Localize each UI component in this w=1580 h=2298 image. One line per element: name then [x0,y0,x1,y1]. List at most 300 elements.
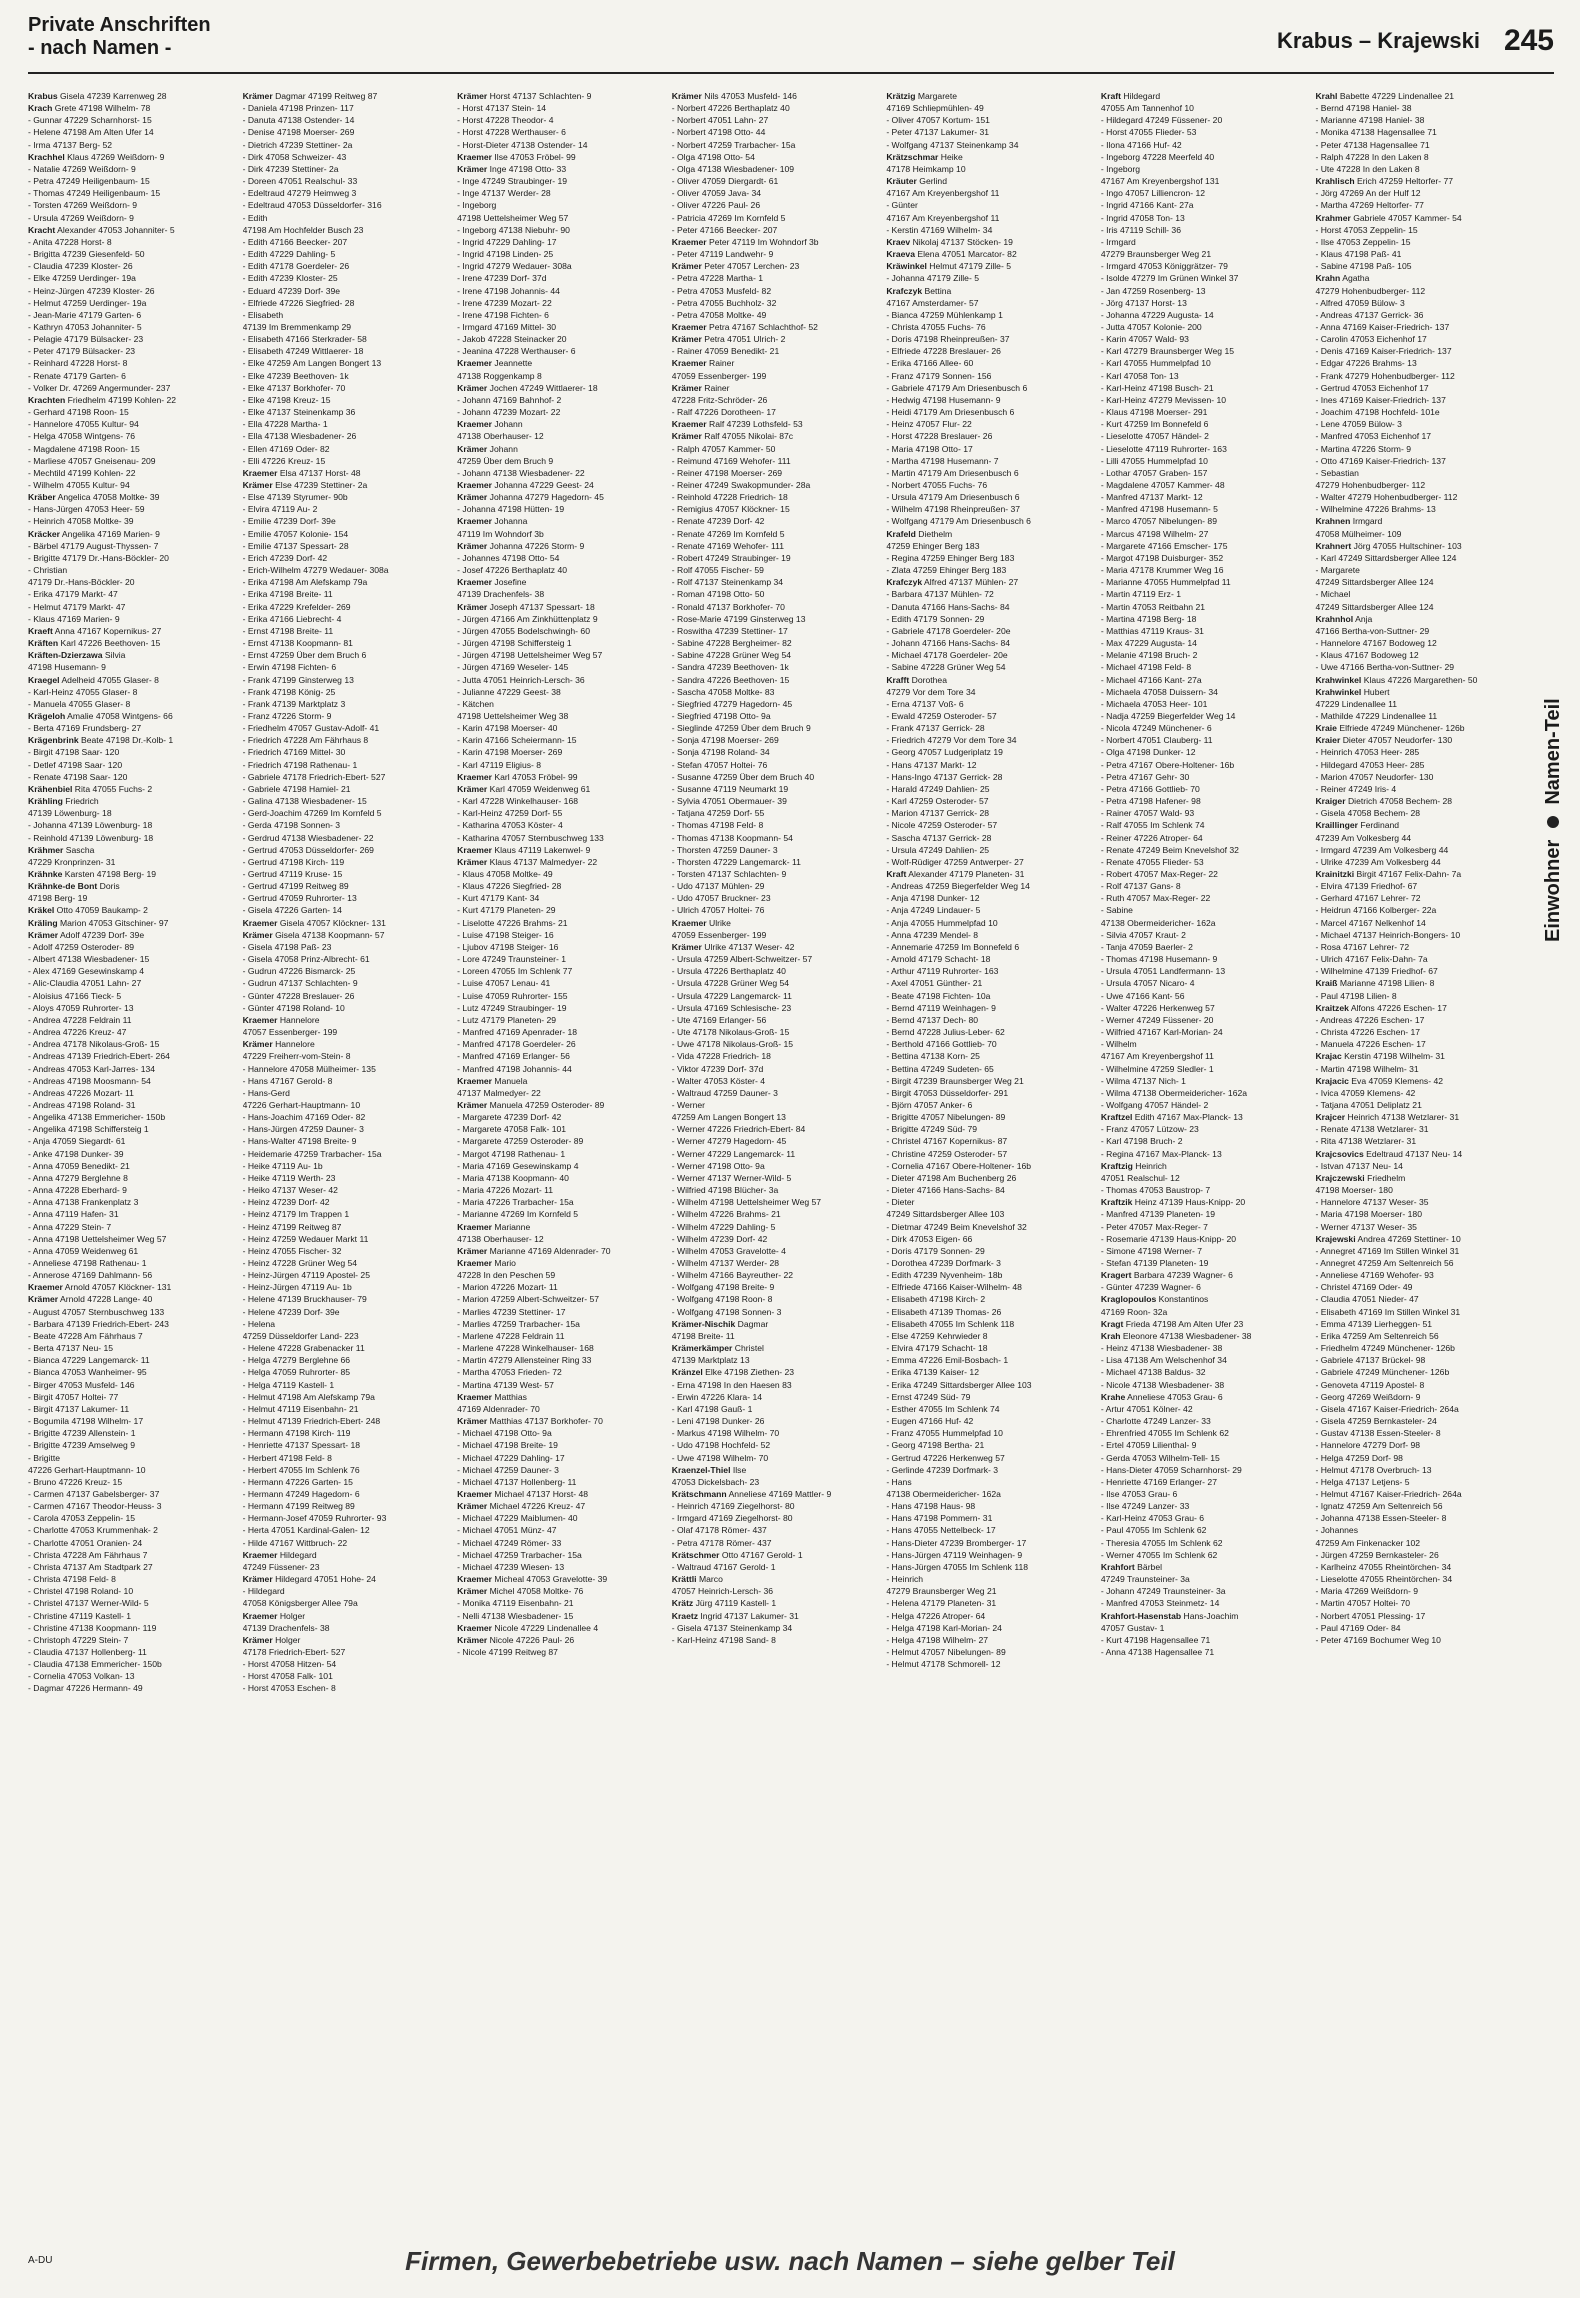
directory-entry [886,1196,1089,1208]
directory-entry [457,479,660,491]
entry-details: Petra 47051 Ulrich- 2 [701,334,786,345]
directory-entry [28,382,231,394]
entry-details: - Oliver 47059 Java- 34 [671,188,762,199]
directory-entry [1101,1512,1304,1524]
entry-details: - Klaus 47198 Moerser- 291 [1100,407,1208,418]
entry-details: - Wilhelmine 47259 Sledler- 1 [1100,1063,1214,1074]
directory-entry [1315,321,1518,333]
surname: Krätschmer [671,1549,720,1560]
directory-entry [243,1646,446,1658]
entry-details: - Wilma 47138 Obermeidericher- 162a [1100,1087,1248,1098]
entry-details: - Dorothea 47239 Dorfmark- 3 [886,1258,1001,1268]
entry-details: 47167 Am Kreyenbergshof 131 [1100,176,1220,187]
entry-details: - Nicole 47199 Reitweg 87 [457,1647,558,1657]
entry-details: - Denise 47198 Moerser- 269 [242,127,355,138]
entry-details: - Bettina 47138 Korn- 25 [886,1051,980,1062]
directory-entry [457,637,660,649]
entry-details: - Bianca 47259 Mühlenkamp 1 [886,309,1003,320]
directory-entry [672,1439,875,1451]
entry-details: - Jutta 47057 Kolonie- 200 [1100,321,1202,332]
directory-entry [28,965,231,977]
directory-entry [1101,1488,1304,1500]
entry-details: - Berthold 47166 Gottlieb- 70 [886,1039,997,1050]
directory-entry [1315,588,1518,600]
directory-entry [243,175,446,187]
entry-details: Elfriede 47249 Münchener- 126b [1336,723,1465,734]
entry-details: Erich 47259 Heltorfer- 77 [1354,176,1454,187]
directory-entry [1315,370,1518,382]
entry-details: - Peter 47166 Beecker- 207 [671,224,778,235]
directory-entry [672,1233,875,1245]
entry-details: - Wilhelm 47229 Dahling- 5 [671,1221,776,1232]
entry-details: - Helga 47198 Wilhelm- 27 [886,1634,989,1645]
side-tab-dot [1547,816,1559,828]
entry-details: - Olga 47198 Dunker- 12 [1100,747,1196,758]
side-tab-label2: Namen-Teil [1542,698,1564,805]
directory-entry [28,272,231,284]
directory-entry [886,1610,1089,1622]
directory-entry [1101,868,1304,880]
entry-details: - Claudia 47138 Emmericher- 150b [28,1659,162,1670]
directory-entry [672,1002,875,1014]
entry-details: - Martin 47119 Erz- 1 [1100,589,1181,600]
directory-entry [1315,1415,1518,1427]
surname: Krahfort-Hasenstab [1100,1610,1182,1621]
entry-details: - Emma 47226 Emil-Bosbach- 1 [886,1355,1009,1366]
directory-entry [886,674,1089,686]
surname: Krämer [671,91,702,101]
directory-entry [243,698,446,710]
entry-details: Nikolaj 47137 Stöcken- 19 [910,236,1013,247]
directory-entry [1315,1245,1518,1257]
surname: Kraft [1100,91,1121,101]
directory-entry [1315,1269,1518,1281]
entry-details: - Michael 47137 Heinrich-Bongers- 10 [1315,929,1461,940]
directory-entry [672,601,875,613]
entry-details: 47169 Roon- 32a [1100,1306,1168,1317]
directory-entry [886,1476,1089,1488]
directory-entry [457,382,660,394]
directory-entry [886,260,1089,272]
directory-entry [1101,576,1304,588]
directory-entry [243,139,446,151]
directory-entry [1101,1002,1304,1014]
directory-entry [1315,540,1518,552]
directory-entry [1315,455,1518,467]
entry-details: 47259 Am Finkenacker 102 [1315,1537,1421,1548]
entry-details: Elena 47051 Marcator- 82 [914,249,1017,260]
surname: Krämer [671,261,702,272]
directory-entry [243,746,446,758]
directory-entry [886,1537,1089,1549]
entry-details: - Andrea 47226 Kreuz- 47 [28,1027,127,1038]
directory-entry [886,977,1089,989]
directory-entry [1315,710,1518,722]
entry-details: Eva 47059 Klemens- 42 [1348,1075,1444,1086]
entry-details: - Karl 47279 Braunsberger Weg 15 [1100,346,1235,357]
directory-entry [28,1233,231,1245]
directory-entry [457,406,660,418]
entry-details: - Bettina 47249 Sudeten- 65 [886,1063,994,1074]
directory-entry [1315,272,1518,284]
directory-entry [1101,941,1304,953]
entry-details: - Maria 47269 Weißdorn- 9 [1315,1586,1419,1597]
directory-entry [1315,965,1518,977]
directory-entry [457,1342,660,1354]
entry-details: - Brigitte [28,1452,60,1463]
entry-details: - Charlotte 47053 Krummenhak- 2 [28,1525,158,1536]
entry-details: - Karl 47055 Hummelpfad 10 [1100,358,1211,369]
entry-details: Frieda 47198 Am Alten Ufer 23 [1123,1318,1244,1329]
surname: Kraemer [242,917,278,928]
directory-entry [243,601,446,613]
entry-details: - Magdalene 47198 Roon- 15 [28,443,140,454]
entry-details: Jochen 47249 Wittlaerer- 18 [487,382,598,393]
directory-entry [1315,297,1518,309]
entry-details: Jürg 47119 Kastell- 1 [693,1598,777,1609]
entry-details: Friedhelm 47199 Kohlen- 22 [65,394,177,405]
directory-entry [457,661,660,673]
directory-column [886,90,1089,2152]
directory-entry [886,370,1089,382]
entry-details: Ulrike [706,917,731,928]
directory-entry [886,1075,1089,1087]
entry-details: - Bernd 47228 Julius-Leber- 62 [886,1027,1005,1038]
directory-entry [457,1002,660,1014]
entry-details: - Sabine 47228 Grüner Weg 54 [886,662,1006,673]
entry-details: Holger [272,1634,301,1645]
entry-details: - Michael 47138 Baldus- 32 [1100,1367,1206,1378]
entry-details: - Heinrich 47058 Moltke- 39 [28,516,134,527]
surname: Kraemer [457,151,493,162]
directory-entry [28,139,231,151]
entry-details: - Wolfgang 47198 Roon- 8 [671,1294,773,1305]
entry-details: - Michael [1315,589,1351,600]
entry-details: Hubert [1361,686,1390,697]
entry-details: - Anja 47198 Dunker- 12 [886,893,980,904]
directory-entry [1315,1087,1518,1099]
entry-details: - Sascha 47058 Moltke- 83 [671,686,775,697]
entry-details: - Ingeborg [457,200,497,211]
directory-entry [886,722,1089,734]
entry-details: - Renate 47055 Flieder- 53 [1100,856,1204,867]
directory-entry [1315,868,1518,880]
directory-entry [1101,418,1304,430]
entry-details: - Brigitte 47239 Amselweg 9 [28,1440,136,1451]
directory-entry [1101,1026,1304,1038]
directory-entry [243,1281,446,1293]
directory-entry [886,1403,1089,1415]
directory-entry [886,1257,1089,1269]
directory-entry [1315,1135,1518,1147]
directory-entry [1315,1196,1518,1208]
entry-details: - Wilhelmine 47226 Brahms- 13 [1315,504,1436,515]
directory-entry [457,807,660,819]
section-title-line2: - nach Namen - [28,37,172,59]
directory-entry [457,345,660,357]
directory-entry [886,661,1089,673]
entry-details: 47228 In den Peschen 59 [457,1270,556,1281]
directory-entry [886,1245,1089,1257]
directory-entry [457,795,660,807]
entry-details: - Albert 47138 Wiesbadener- 15 [28,954,150,965]
directory-entry [28,759,231,771]
surname: Krämer [242,1039,273,1050]
directory-entry [457,601,660,613]
entry-details: - Erika 47166 Allee- 60 [886,358,974,369]
entry-details: - Doreen 47051 Realschul- 33 [242,176,358,187]
entry-details: - Rose-Marie 47199 Ginsterweg 13 [671,613,806,624]
entry-details: - Michael 47229 Dahling- 17 [457,1452,565,1463]
entry-details: Sascha [63,844,95,855]
directory-entry [243,1123,446,1135]
directory-entry [886,90,1089,102]
directory-entry [886,443,1089,455]
entry-details: - Reinhard 47228 Horst- 8 [28,358,128,369]
entry-details: - Ingeborg 47228 Meerfeld 40 [1100,151,1215,162]
entry-details: - Matthias 47119 Kraus- 31 [1100,625,1204,636]
directory-entry [886,1597,1089,1609]
directory-entry [886,1233,1089,1245]
entry-details: - Michael 47166 Kant- 27a [1100,674,1202,685]
directory-entry [28,1549,231,1561]
directory-entry [28,187,231,199]
entry-details: - Martina 47226 Storm- 9 [1315,443,1411,454]
entry-details: - Gisela 47259 Bernkasteler- 24 [1315,1416,1437,1427]
directory-entry [457,272,660,284]
entry-details: Dieter 47057 Neudorfer- 130 [1340,735,1453,746]
entry-details: - Gabriele 47178 Friedrich-Ebert- 527 [242,771,386,782]
directory-entry [1315,807,1518,819]
directory-entry [457,151,660,163]
entry-details: - Regina 47259 Ehinger Berg 183 [886,552,1015,563]
directory-entry [886,515,1089,527]
entry-details: - Erwin 47226 Klara- 14 [671,1391,763,1402]
entry-details: - Gerd-Joachim 47269 Im Kornfeld 5 [242,808,382,819]
directory-entry [1101,285,1304,297]
directory-entry [1101,163,1304,175]
directory-entry [243,1379,446,1391]
entry-details: 47249 Sittardsberger Allee 124 [1315,577,1434,588]
directory-entry [243,552,446,564]
surname: Kraftzik [1100,1197,1133,1208]
directory-entry [28,734,231,746]
directory-entry [1101,832,1304,844]
directory-entry [457,771,660,783]
directory-entry [28,1184,231,1196]
directory-entry [457,917,660,929]
entry-details: - Emilie 47137 Spessart- 28 [242,540,349,551]
directory-entry [457,1099,660,1111]
entry-details: - Johann 47138 Wiesbadener- 22 [457,467,585,478]
entry-details: - Ursula 47259 Albert-Schweitzer- 57 [671,954,813,965]
entry-details: - Gerda 47053 Wilhelm-Tell- 15 [1100,1452,1220,1463]
entry-details: - Ute 47228 In den Laken 8 [1315,163,1420,174]
entry-details: - Ingeborg [1100,163,1141,174]
entry-details: - Elke 47259 Uerdinger- 19a [28,273,136,284]
entry-details: - Johann 47166 Hans-Sachs- 84 [886,638,1011,649]
entry-details: - Heinz 47055 Fischer- 32 [242,1245,342,1256]
entry-details: - Erika 47249 Sittardsberger Allee 103 [886,1379,1032,1390]
directory-entry [672,1269,875,1281]
directory-entry [1101,382,1304,394]
entry-details: - Peter 47179 Bülsacker- 23 [28,346,136,357]
directory-entry [243,236,446,248]
directory-entry [1101,1257,1304,1269]
directory-entry [1315,819,1518,831]
directory-entry [886,613,1089,625]
directory-entry [28,1050,231,1062]
entry-details: - Elke 47259 Am Langen Bongert 13 [242,358,382,369]
directory-entry [28,212,231,224]
entry-details: - Carmen 47137 Gabelsberger- 37 [28,1488,160,1499]
entry-details: Johanna [492,516,528,527]
directory-entry [457,1464,660,1476]
entry-details: - Elisabeth 47139 Thomas- 26 [886,1306,1002,1317]
directory-entry [243,1366,446,1378]
directory-entry [1315,832,1518,844]
directory-entry [28,929,231,941]
directory-entry [672,1524,875,1536]
entry-details: - Gabriele 47249 Münchener- 126b [1315,1367,1450,1378]
directory-entry [672,1014,875,1026]
directory-entry [1101,479,1304,491]
surname: Kraemer [457,1622,493,1633]
entry-details: - Georg 47269 Weißdorn- 9 [1315,1391,1421,1402]
surname: Kraenzel-Thiel [671,1464,731,1475]
entry-details: - Christoph 47229 Stein- 7 [28,1634,129,1645]
entry-details: - Maria 47198 Moerser- 180 [1315,1209,1422,1220]
directory-entry [457,1075,660,1087]
entry-details: 47239 Am Volkesberg 44 [1315,832,1412,843]
directory-entry [457,126,660,138]
directory-entry [672,990,875,1002]
surname: Krämer [457,1586,488,1597]
directory-entry [28,357,231,369]
directory-entry [886,1622,1089,1634]
surname: Krajacic [1315,1075,1349,1086]
entry-details: - Marion 47137 Gerrick- 28 [886,808,990,819]
surname: Krämer [457,1245,488,1256]
directory-entry [28,819,231,831]
entry-details: - Silvia 47057 Kraut- 2 [1100,929,1186,940]
surname: Kraemer [457,577,493,588]
entry-details: - Karl-Heinz 47055 Glaser- 8 [28,686,138,697]
entry-details: - Karin 47198 Moerser- 40 [457,723,558,734]
directory-entry [243,1075,446,1087]
directory-entry [28,163,231,175]
directory-entry [28,588,231,600]
directory-entry [243,285,446,297]
directory-entry [886,333,1089,345]
entry-details: - Petra 47167 Gehr- 30 [1100,771,1190,782]
entry-details: - Inge 47249 Straubinger- 19 [457,176,568,187]
entry-details: Andrea 47269 Stettiner- 10 [1355,1233,1461,1244]
entry-details: - Theresia 47055 Im Schlenk 62 [1100,1537,1223,1548]
entry-details: - Wilhelm 47166 Bayreuther- 22 [671,1270,794,1281]
directory-entry [1101,1342,1304,1354]
directory-entry [28,1111,231,1123]
entry-details: - Michael 47259 Dauner- 3 [457,1464,559,1475]
entry-details: - Günter [886,200,918,211]
entry-details: Johann [487,443,518,454]
directory-entry [1315,1184,1518,1196]
directory-entry [243,1561,446,1573]
directory-entry [672,941,875,953]
entry-details: Anja [1353,613,1373,624]
entry-details: Holger [277,1610,306,1621]
directory-entry [886,394,1089,406]
entry-details: - Anna 47239 Mendel- 8 [886,929,979,940]
surname: Krämer [242,480,273,490]
entry-details: - Renate 47138 Wetzlarer- 31 [1315,1124,1429,1135]
directory-entry [1101,1476,1304,1488]
directory-entry [457,1184,660,1196]
surname: Kraemer [457,516,493,527]
entry-details: - Elvira 47179 Schacht- 18 [886,1343,988,1354]
directory-entry [28,260,231,272]
entry-details: - Andreas 47198 Roland- 31 [28,1099,136,1110]
entry-details: - Michaela 47053 Heer- 101 [1100,698,1208,709]
entry-details: - Claudia 47137 Hollenberg- 11 [28,1647,147,1657]
entry-details: - Karl 47058 Ton- 13 [1100,370,1179,381]
directory-entry [243,1148,446,1160]
entry-details: - Irene 47239 Mozart- 22 [457,297,552,308]
entry-details: - Helmut 47178 Schmorell- 12 [886,1659,1001,1670]
entry-details: - Hilde 47167 Wittbruch- 22 [242,1537,348,1548]
surname: Krachhel [28,151,65,162]
entry-details: Johanna 47279 Hagedorn- 45 [487,492,604,503]
entry-details: - Torsten 47137 Schlachten- 9 [671,869,787,879]
entry-details: - Anja 47055 Hummelpfad 10 [886,917,998,928]
directory-entry [243,1622,446,1634]
entry-details: Michel 47058 Moltke- 76 [487,1586,584,1597]
directory-entry [28,236,231,248]
directory-entry [457,455,660,467]
directory-entry [886,625,1089,637]
directory-entry [672,917,875,929]
entry-details: - Gudrun 47226 Bismarck- 25 [242,966,356,977]
directory-entry [672,1257,875,1269]
directory-entry [886,832,1089,844]
directory-entry [1101,297,1304,309]
surname: Kränzel [671,1367,703,1378]
entry-details: - Christine 47119 Kastell- 1 [28,1610,132,1621]
directory-entry [457,1293,660,1305]
entry-details: Dagmar 47199 Reitweg 87 [272,91,378,101]
directory-entry [28,1585,231,1597]
entry-details: - Uwe 47166 Kant- 56 [1100,990,1185,1001]
entry-details: 47249 Sittardsberger Allee 103 [886,1209,1005,1220]
surname: Krajac [1315,1051,1342,1062]
directory-entry [1315,248,1518,260]
directory-entry [1101,1634,1304,1646]
directory-entry [1101,637,1304,649]
directory-entry [28,151,231,163]
directory-entry [1101,1354,1304,1366]
entry-details: - Udo 47137 Mühlen- 29 [671,881,765,892]
entry-details: Klaus 47119 Lakenwel- 9 [492,844,591,855]
directory-entry [672,1549,875,1561]
entry-details: - Friedrich 47169 Mittel- 30 [242,747,346,758]
directory-entry [886,880,1089,892]
directory-entry [1315,479,1518,491]
surname: Krahwinkel [1315,686,1362,697]
directory-entry [243,1403,446,1415]
entry-details: - Jean-Marie 47179 Garten- 6 [28,309,142,320]
entry-details: - Nadja 47259 Biegerfelder Weg 14 [1100,710,1236,721]
directory-entry [1101,674,1304,686]
